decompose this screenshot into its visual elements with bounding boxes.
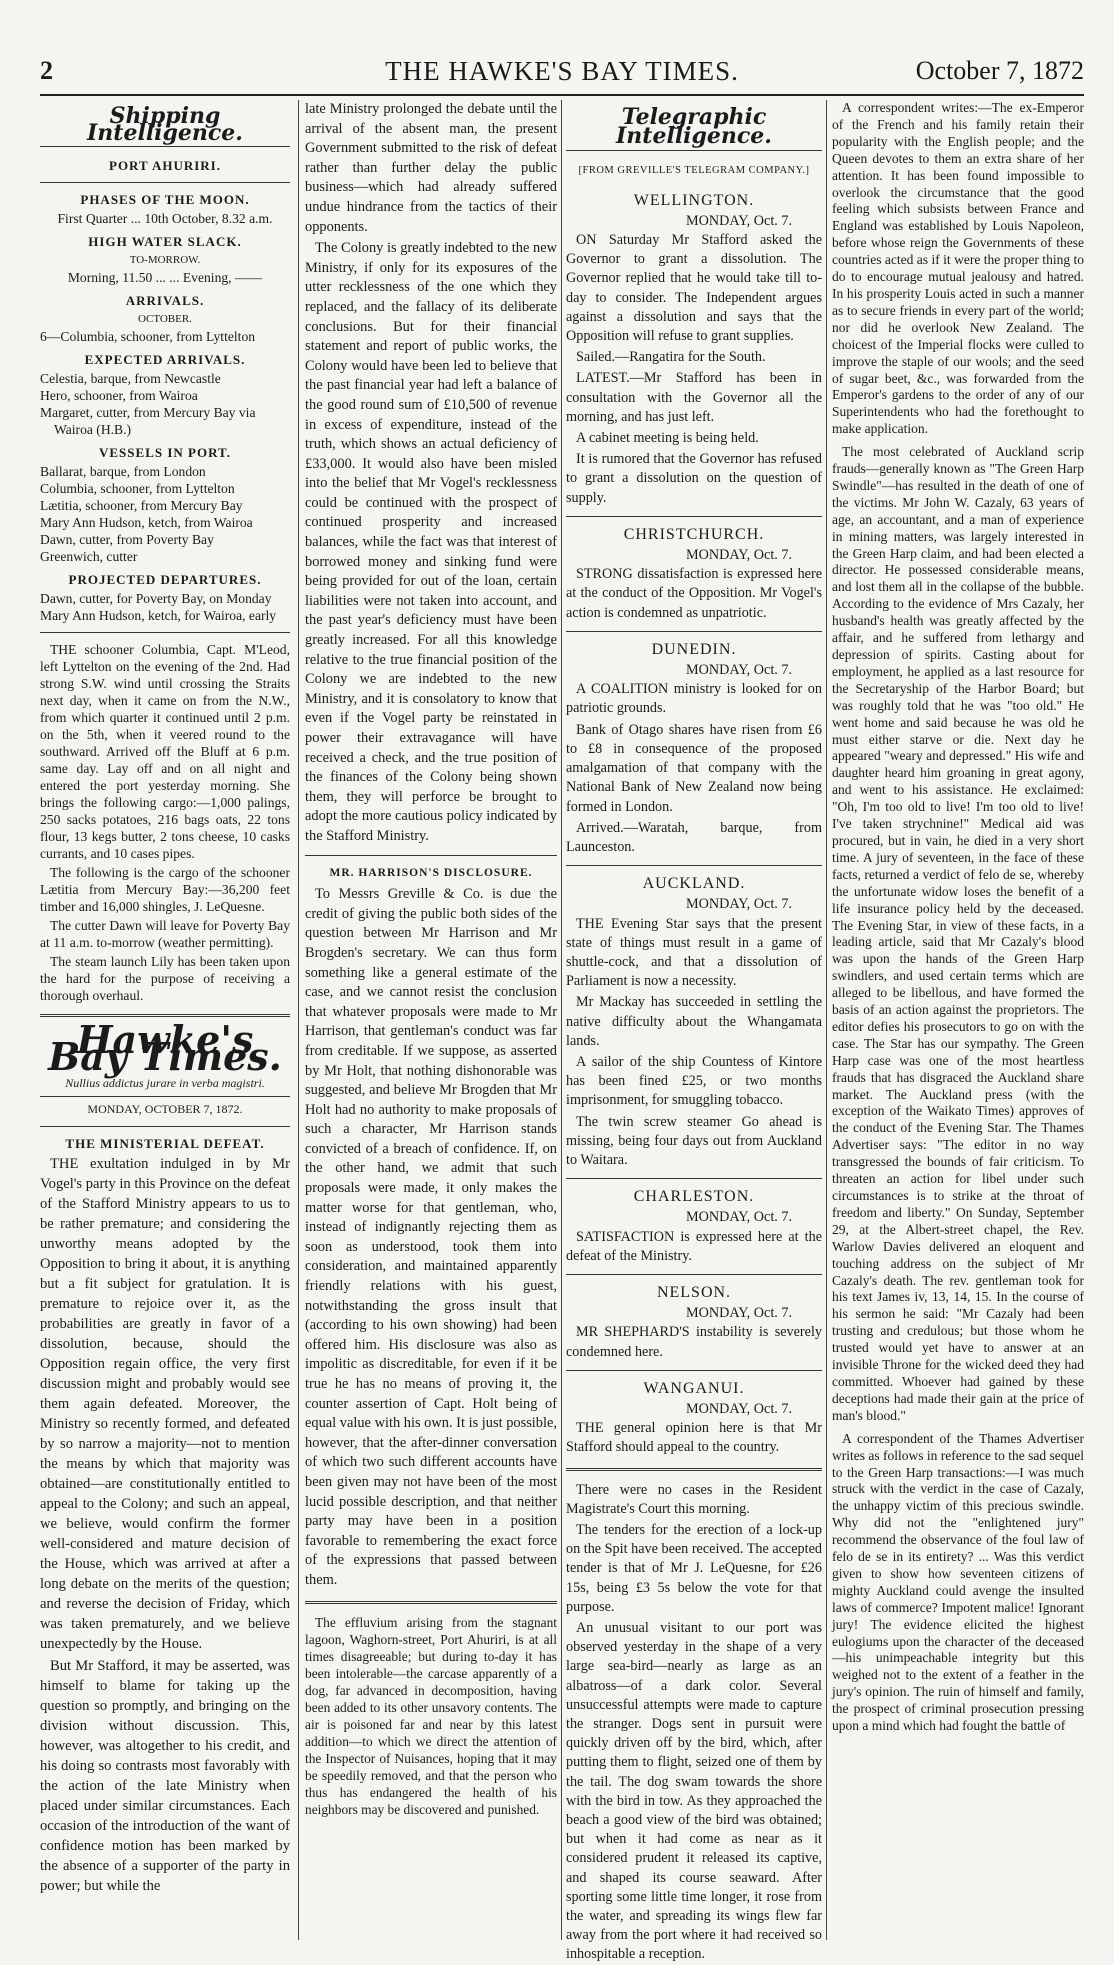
article-paragraph: The effluvium arising from the stagnant lagoon, Waghorn-street, Port Ahuriri, is at all times disagreeable; but during to-day it has been intolerable—the carcase apparently of a dog, far advanced in decomposition, having been added to its other unsavory contents. The air is poisoned far and near by this latest addition—to which we direct the attention of the Inspector of Nuisances, hoping that it may be speedily removed, and that the person who thus has endangered the health of his neighbors may be discovered and punished. (305, 1614, 557, 1817)
article-paragraph: late Ministry prolonged the debate until the arrival of the absent man, the present Government submitted to the risk of defeat rather than further delay the public business—which had already suffered undue hindrance from the tactics of their opponents. (305, 101, 557, 235)
dispatch-paragraph: Arrived.—Waratah, barque, from Launceston. (566, 819, 822, 855)
article-paragraph: THE exultation indulged in by Mr Vogel's party in this Province on the defeat of the Stafford Ministry appears to us to be rather premature; and considering the unworthy means adopted by the Opposition to bring it about, it is anything but a fit subject for gratulation. It is premature to rejoice over it, as the probabilities are greatly in favor of a dissolution, because, should the Opposition regain office, the very first discussion might and probably would see them again defeated. Moreover, the Ministry so recently formed, and defeated by so narrow a majority—not to mention the means by which that majority was obtained—are constitutionally entitled to appeal to the Colony; and such an appeal, we believe, would confirm the former well-considered and mature decision of the House, which was arrived at after a long debate on the merits of the question; and reverse the decision of Friday, which was taken prematurely, and we believe unexpectedly by the House. (40, 1156, 290, 1652)
dispatch-date: MONDAY, Oct. 7. (685, 896, 792, 913)
water-line: Morning, 11.50 ... ... Evening, —— (67, 270, 263, 285)
article-paragraph: The Colony is greatly indebted to the new Ministry, if only for its exposures of the utter recklessness of the one which they replaced, and the fallacy of its deliberate conclusions. But for their financial statement and report of public works, the Colony would have been led to believe that the past financial year had left a balance of the good round sum of £10,500 of revenue in excess of expenditure, instead of the truth, which shows an actual deficiency of £33,000. It would also have been misled into the belief that Mr Vogel's recklessness could be continued with the prospect of continued prosperity and increased balances, while the fact was that interest of borrowed money and sinking fund were being provided for out of the loan, certain liabilities were not taken into account, and the past year's deficiency must have been greatly increased. For all this knowledge relative to the true financial position of the Colony we are indebted to the new Ministry, and it is consolatory to know that even if the Vogel party be reinstated in power their extravagance will have received a check, and the true position of the finances of the Colony being shown them, they will perforce be brought to adopt the more cautious policy indicated by the Stafford Ministry. (305, 240, 557, 844)
moon-heading: PHASES OF THE MOON. (80, 192, 250, 207)
divider (566, 1178, 822, 1179)
dispatch-paragraph: STRONG dissatisfaction is expressed here at the conduct of the Opposition. Mr Vogel's action is condemned as unpatriotic. (566, 566, 822, 621)
issue-date: MONDAY, OCTOBER 7, 1872. (87, 1102, 243, 1116)
divider (305, 855, 557, 856)
dispatch-date: MONDAY, Oct. 7. (685, 1400, 792, 1417)
divider (40, 1126, 290, 1127)
dispatch-place: AUCKLAND. (642, 875, 746, 893)
harrison-heading: MR. HARRISON'S DISCLOSURE. (329, 866, 533, 879)
dispatch-date: MONDAY, Oct. 7. (685, 212, 792, 229)
dispatch-paragraph: SATISFACTION is expressed here at the defeat of the Ministry. (566, 1228, 822, 1264)
paper-motto: Nullius addictus jurare in verba magistri. (40, 1075, 290, 1097)
vessel-item: Mary Ann Hudson, ketch, from Wairoa (40, 515, 253, 530)
shipping-paragraph: The cutter Dawn will leave for Poverty Bay at 11 a.m. to-morrow (weather permitting). (40, 918, 290, 950)
dispatch-paragraph: Sailed.—Rangatira for the South. (576, 349, 766, 366)
article-paragraph: A correspondent writes:—The ex-Emperor of the French and his family retain their popularity with the English people; and the Queen devotes to them an extra share of her attention. It has been found impossible to overlook the circumstance that the good feeling which subsists between France and England was established by Louis Napoleon, before whose reign the Governments of these countries acted as if it were the proper thing to do to encourage mutual jealousy and hatred. In his prosperity Louis acted in such a manner as to secure friends in every part of the world; nor did he overlook New Zealand. The choicest of the Imperial flocks were culled to improve the staple of our wools; and the seed of sugar beet, &c., was forwarded from the Emperor's gardens to the order of any of our Superintendents who had the forethought to make application. (832, 100, 1084, 437)
vessels-heading: VESSELS IN PORT. (99, 445, 231, 460)
paper-nameplate: Hawke's Bay Times. (48, 1017, 282, 1079)
dispatch-paragraph: A sailor of the ship Countess of Kintore has been fined £25, or two months imprisonment, for smuggling tobacco. (566, 1053, 822, 1109)
departure-item: Mary Ann Hudson, ketch, for Wairoa, early (40, 608, 277, 623)
dispatch-paragraph: The twin screw steamer Go ahead is missing, being four days out from Auckland to Waitara. (566, 1113, 822, 1168)
dispatch-paragraph: A cabinet meeting is being held. (576, 430, 759, 447)
dispatch-date: MONDAY, Oct. 7. (685, 662, 792, 679)
column-divider (826, 100, 827, 1940)
dispatch-paragraph: MR SHEPHARD'S instability is severely condemned here. (566, 1324, 822, 1360)
dispatch-place: CHARLESTON. (633, 1188, 755, 1206)
article-paragraph: The most celebrated of Auckland scrip frauds—generally known as "The Green Harp Swindle"—has resulted in the death of one of the victims. Mr John W. Cazaly, 63 years of age, an accountant, and a man of experience in mining matters, was largely interested in the Green Harp claim, and had been elected a director. He possessed considerable means, and lost them all in the collapse of the bubble. According to the evidence of Mrs Cazaly, her husband's health was greatly affected by the affair, and he suffered from lethargy and depression of spirits. Casting about for employment, he applied as a last resource for the Secretaryship of the Harbor Board; but was roughly told that he was "too old." He went home and said because he was old he must either starve or die. Next day he appeared "weary and depressed." His wife and daughter heard him groaning in great agony, and went to his assistance. He exclaimed: "Oh, I'm too old to live! I'm too old to live! I've taken strychnine!" Medical aid was procured, but in vain, he died in a very short time. A jury of seventeen, in the face of these facts, returned a verdict of felo de se, whereby the unfortunate widow loses the benefit of a life insurance policy held by the deceased. The Evening Star, in view of these facts, in a leading article, said that Mr Cazaly's blood was upon the hands of the Green Harp swindlers, and used certain terms which are alleged to be libellous, and have formed the basis of an action against the proprietors. The editor defies his prosecutors to go on with the case. The Star has our sympathy. The Green Harp case was one of the most heartless frauds that has disgraced the Auckland share market. The Auckland press (with the exception of the Waikato Times) approves of the conduct of the Evening Star. The Thames Advertiser says: "The editor in no way transgressed the bounds of fair criticism. To threaten an action for libel under such circumstances is to strike at the throat of freedom and liberty." On Sunday, September 29, at the Albert-street chapel, the Rev. Warlow Davies delivered an eloquent and touching address on the subject of Mr Cazaly's death. The rev. gentleman took for his text James iv, 13, 14, 15. In the course of his sermon he said: "Mr Cazaly had been trusting and credulous; but those whom he trusted would yet have to answer at an invisible Throne for the wicked deed they had committed. Whoever had gained by these deceptions had made their gain at the price of man's blood." (832, 444, 1084, 1423)
dispatch-paragraph: THE general opinion here is that Mr Stafford should appeal to the country. (566, 1420, 822, 1456)
dispatch-place: CHRISTCHURCH. (623, 525, 765, 543)
divider (566, 516, 822, 517)
shipping-heading: Shipping Intelligence. (40, 108, 290, 147)
water-heading: HIGH WATER SLACK. (88, 234, 242, 249)
dispatch-place: NELSON. (656, 1283, 732, 1301)
dispatch-paragraph: It is rumored that the Governor has refused to grant a dissolution on the question of supply. (566, 451, 822, 506)
dispatch-paragraph: THE Evening Star says that the present state of things must result in a game of shuttle-cock, and that a dissolution of Parliament is now a necessity. (566, 915, 822, 990)
article-paragraph: To Messrs Greville & Co. is due the credit of giving the public both sides of the question between Mr Harrison and Mr Brogden's secretary. We can thus form something like a general estimate of the case, and we cannot resist the conclusion that whatever proposals were made to Mr Harrison, that gentleman's conduct was far from creditable. If we suppose, as asserted by Mr Holt, that nothing dishonorable was suggested, and believe Mr Brogden that Mr Holt had no authority to make proposals of such a character, Mr Harrison stands convicted of a breach of confidence. If, on the other hand, we admit that such proposals were made, it only makes the matter worse for that gentleman, who, instead of indignantly rejecting them as soon as understood, took them into consideration, and maintained apparently friendly relations with his guest, notwithstanding the gross insult that (according to his own showing) had been offered him. His disclosure was also as impolitic as discreditable, for even if it be true he has no means of proving it, the counter assertion of Capt. Holt being of equal value with his own. It is just possible, however, that the after-dinner conversation of which two such different accounts have been given may not have been of the most lucid possible description, and that neither party may have been in a position favorable to remembering the exact force of the expressions that passed between them. (305, 886, 557, 1588)
divider (566, 865, 822, 866)
departures-heading: PROJECTED DEPARTURES. (68, 572, 262, 587)
dispatch-place: WELLINGTON. (633, 191, 755, 209)
vessel-item: Columbia, schooner, from Lyttelton (40, 481, 235, 496)
departure-item: Dawn, cutter, for Poverty Bay, on Monday (40, 591, 272, 606)
column-1 (40, 100, 290, 1940)
dispatch-place: WANGANUI. (643, 1379, 745, 1397)
moon-line: First Quarter ... 10th October, 8.32 a.m. (57, 211, 273, 226)
shipping-paragraph: The steam launch Lily has been taken upon the hard for the purpose of receiving a thorough overhaul. (40, 954, 290, 1003)
divider (566, 1468, 822, 1471)
dispatch-paragraph: Mr Mackay has succeeded in settling the native difficulty about the Whangamata lands. (566, 994, 822, 1049)
divider (566, 1370, 822, 1371)
telegram-source: [FROM GREVILLE'S TELEGRAM COMPANY.] (578, 165, 810, 177)
column-divider (561, 100, 562, 1940)
divider (566, 1274, 822, 1275)
divider (40, 182, 290, 183)
dispatch-paragraph: Bank of Otago shares have risen from £6 to £8 in consequence of the proposed amalgamation of that company with the National Bank of New Zealand now being formed in London. (566, 721, 822, 815)
header-date: October 7, 1872 (915, 56, 1084, 85)
dispatch-place: DUNEDIN. (651, 640, 737, 658)
vessel-item: Dawn, cutter, from Poverty Bay (40, 532, 214, 547)
arrivals-sub: OCTOBER. (138, 313, 192, 325)
arrivals-heading: ARRIVALS. (125, 293, 205, 308)
local-paragraph: There were no cases in the Resident Magistrate's Court this morning. (566, 1481, 822, 1517)
dispatch-paragraph: LATEST.—Mr Stafford has been in consultation with the Governor all the morning, and has just left. (566, 370, 822, 425)
shipping-paragraph: The following is the cargo of the schooner Lætitia from Mercury Bay:—36,200 feet timber and 16,000 shingles, J. LeQuesne. (40, 865, 290, 914)
page-title: THE HAWKE'S BAY TIMES. (385, 56, 739, 86)
article-paragraph: But Mr Stafford, it may be asserted, was himself to blame for taking up the question so promptly, and bringing on the division without discussion. This, however, was altogether to his credit, and his doing so contrasts most favorably with the action of the late Ministry when placed under similar circumstances. Each occasion of the introduction of the want of confidence motion has been marked by the absence of a supporter of the party in power; but while the (40, 1658, 290, 1894)
dispatch-date: MONDAY, Oct. 7. (685, 1305, 792, 1322)
expected-item: Margaret, cutter, from Mercury Bay via Wairoa (H.B.) (40, 405, 256, 437)
dispatch-paragraph: ON Saturday Mr Stafford asked the Governor to grant a dissolution. The Governor replied that he would take till to-day to consider. The Independent argues against a dissolution and says that the Opposition will refuse to grant supplies. (566, 232, 822, 345)
divider (305, 1601, 557, 1604)
port-name: PORT AHURIRI. (109, 158, 221, 173)
divider (566, 631, 822, 632)
column-divider (298, 100, 299, 1940)
vessel-item: Lætitia, schooner, from Mercury Bay (40, 498, 243, 513)
vessel-item: Greenwich, cutter (40, 549, 138, 564)
dispatch-date: MONDAY, Oct. 7. (685, 547, 792, 564)
column-3 (566, 100, 822, 1963)
dispatch-date: MONDAY, Oct. 7. (685, 1209, 792, 1226)
arrival-item: 6—Columbia, schooner, from Lyttelton (40, 329, 256, 344)
dispatch-paragraph: A COALITION ministry is looked for on patriotic grounds. (566, 681, 822, 717)
divider (40, 632, 290, 633)
column-2 (305, 100, 557, 1940)
column-4 (832, 100, 1084, 1940)
masthead (40, 56, 1084, 96)
expected-heading: EXPECTED ARRIVALS. (84, 352, 246, 367)
expected-item: Hero, schooner, from Wairoa (40, 388, 198, 403)
page-number: 2 (40, 56, 53, 85)
water-sub: TO-MORROW. (129, 254, 201, 266)
expected-item: Celestia, barque, from Newcastle (40, 371, 221, 386)
local-paragraph: The tenders for the erection of a lock-up on the Spit have been received. The accepted tender is that of Mr J. LeQuesne, for £26 15s, being £3 5s below the vote for that purpose. (566, 1522, 822, 1615)
telegraphic-heading: Telegraphic Intelligence. (566, 108, 822, 151)
article-paragraph: A correspondent of the Thames Advertiser writes as follows in reference to the sad sequel to the Green Harp transactions:—I was much struck with the verdict in the case of Cazaly, the unhappy victim of this precious swindle. Why did not the "enlightened jury" recommend the observance of the foul law of felo de se in its entirety? ... Was this verdict given to show how seventeen citizens of mighty Auckland could avenge the insulted laws of commerce? Impotent malice! Ignorant jury! The evidence elicited the highest eulogiums upon the character of the deceased—his unimpeachable integrity but this weighed not to the extent of a feather in the jury's opinion. The ruin of himself and family, the prospect of criminal prosecution pressing upon a mind which had fought the battle of (832, 1430, 1084, 1734)
local-paragraph: An unusual visitant to our port was observed yesterday in the shape of a very large sea-bird—nearly as large as an albatross—of a dark color. Several unsuccessful attempts were made to capture the stranger. Dogs sent in pursuit were quickly driven off by the bird, which, after putting them to flight, seized one of them by the tail. The dog swam towards the shore with the bird in tow. As they approached the beach a good view of the bird was obtained; but when it had come as near as it considered prudent it released its captive, and shaped its course seaward. After sporting some little time longer, it rose from the water, and spreading its wings flew far away from the port where it had received so inhospitable a reception. (566, 1620, 822, 1963)
vessel-item: Ballarat, barque, from London (40, 464, 206, 479)
shipping-paragraph: THE schooner Columbia, Capt. M'Leod, left Lyttelton on the evening of the 2nd. Had strong S.W. wind until crossing the Straits next day, when it came on from the N.W., from which quarter it continued until 2 p.m. on the 5th, when it veered round to the southward. Arrived off the Bluff at 6 p.m. same day. Lay off and on all night and entered the port yesterday morning. She brings the following cargo:—1,000 palings, 250 sacks potatoes, 216 bags oats, 22 tons flour, 13 kegs butter, 2 tons cheese, 10 casks currants, and 10 cases pipes. (40, 642, 290, 861)
article-heading: THE MINISTERIAL DEFEAT. (65, 1136, 265, 1151)
